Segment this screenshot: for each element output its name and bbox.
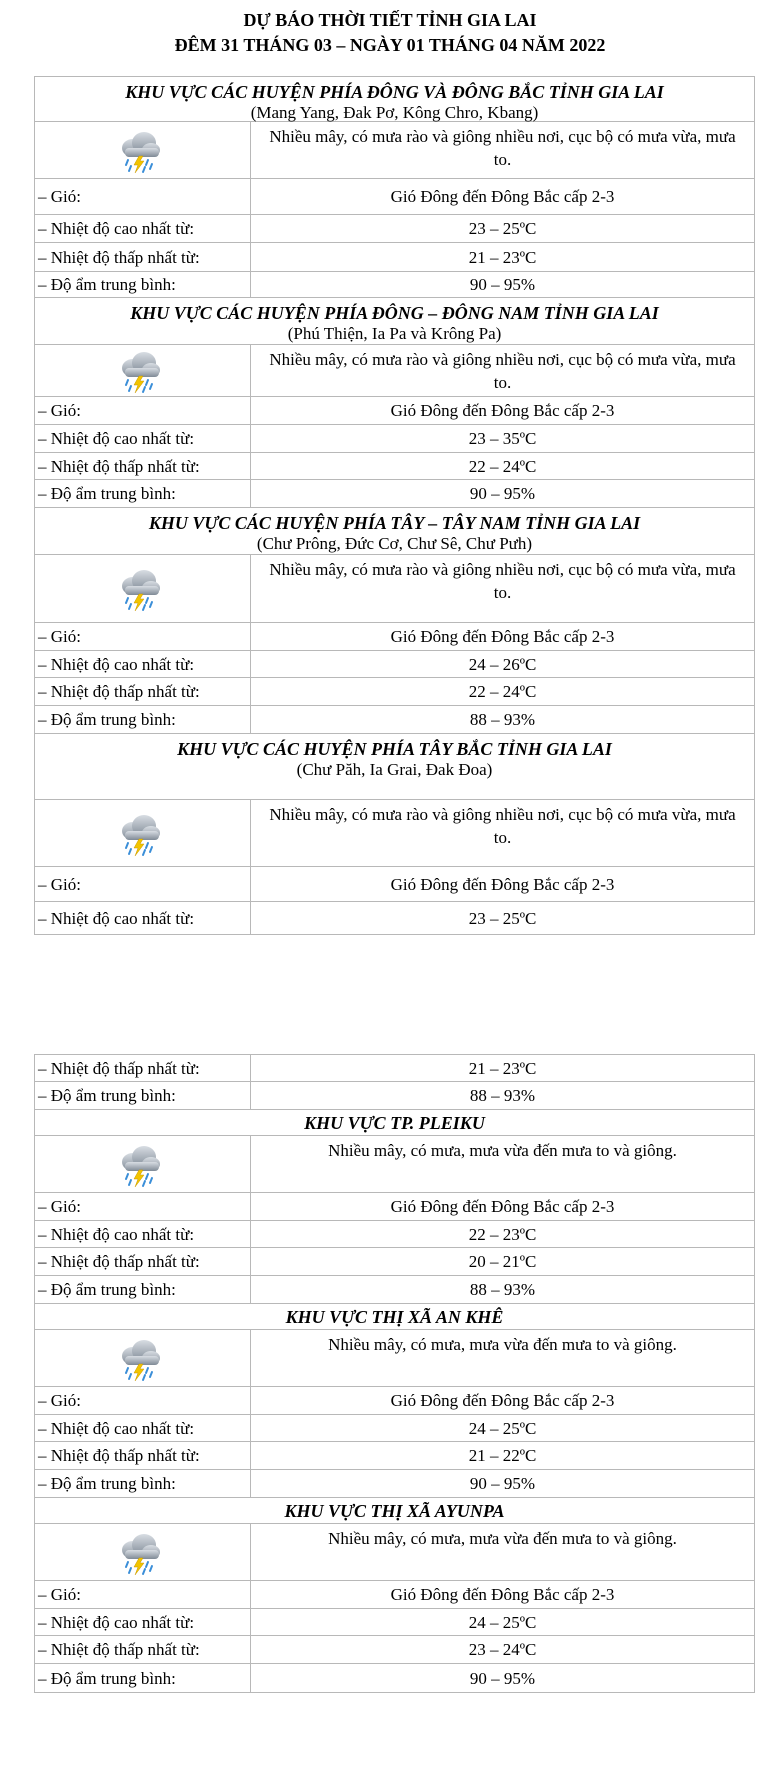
wind-row [35, 397, 754, 425]
value-cell [251, 1609, 754, 1635]
label-cell [35, 480, 251, 507]
wind-label: – Gió: [38, 401, 81, 420]
value-cell [251, 453, 754, 479]
tmin-value: 23 – 24ºC [468, 1640, 537, 1659]
forecast-table [34, 1054, 755, 1693]
rain-thunder-cloud-icon [115, 811, 163, 857]
label-cell [35, 1581, 251, 1608]
humidity-label: – Độ ẩm trung bình: [38, 484, 176, 503]
tmax-value: 24 – 26ºC [468, 655, 537, 674]
humidity-label: – Độ ẩm trung bình: [38, 1086, 176, 1105]
tmax-row [35, 1415, 754, 1442]
value-cell [251, 480, 754, 507]
region-header [35, 1110, 754, 1136]
humidity-label: – Độ ẩm trung bình: [38, 275, 176, 294]
value-cell [251, 243, 754, 271]
humidity-label: – Độ ẩm trung bình: [38, 1669, 176, 1688]
wind-label: – Gió: [38, 875, 81, 894]
region-districts: (Phú Thiện, Ia Pa và Krông Pa) [287, 324, 502, 343]
region-name: KHU VỰC THỊ XÃ AYUNPA [284, 1501, 505, 1521]
value-cell [251, 706, 754, 733]
label-cell [35, 397, 251, 424]
tmin-label: – Nhiệt độ thấp nhất từ: [38, 1252, 200, 1271]
humidity-value: 88 – 93% [469, 1086, 536, 1105]
rain-thunder-cloud-icon [115, 1142, 163, 1188]
tmax-row [35, 651, 754, 678]
region-name: KHU VỰC CÁC HUYỆN PHÍA TÂY – TÂY NAM TỈNH GIA LAI [148, 513, 641, 533]
wind-value: Gió Đông đến Đông Bắc cấp 2-3 [390, 1585, 615, 1604]
tmax-value: 22 – 23ºC [468, 1225, 537, 1244]
humidity-row [35, 272, 754, 298]
weather-row [35, 345, 754, 397]
weather-row [35, 555, 754, 623]
wind-label: – Gió: [38, 1197, 81, 1216]
tmin-row [35, 1055, 754, 1082]
weather-row [35, 1524, 754, 1581]
region-districts: (Chư Păh, Ia Grai, Đak Đoa) [296, 760, 493, 779]
wind-row [35, 1193, 754, 1221]
wind-value: Gió Đông đến Đông Bắc cấp 2-3 [390, 875, 615, 894]
value-cell [251, 1276, 754, 1303]
value-cell [251, 623, 754, 650]
label-cell [35, 1248, 251, 1275]
label-cell [35, 425, 251, 452]
label-cell [35, 651, 251, 677]
value-cell [251, 678, 754, 705]
label-cell [35, 1664, 251, 1692]
value-cell [251, 1248, 754, 1275]
humidity-row [35, 1664, 754, 1693]
value-cell [251, 1082, 754, 1109]
humidity-label: – Độ ẩm trung bình: [38, 1474, 176, 1493]
description-cell [251, 1330, 754, 1386]
tmin-value: 20 – 21ºC [468, 1252, 537, 1271]
icon-cell [35, 1330, 251, 1386]
humidity-row [35, 1470, 754, 1498]
value-cell [251, 867, 754, 901]
rain-thunder-cloud-icon [115, 1530, 163, 1576]
weather-description: Nhiều mây, có mưa, mưa vừa đến mưa to và giông. [328, 1529, 677, 1548]
tmin-value: 22 – 24ºC [468, 682, 537, 701]
label-cell [35, 272, 251, 297]
tmin-row [35, 1636, 754, 1664]
tmax-row [35, 1221, 754, 1248]
tmax-label: – Nhiệt độ cao nhất từ: [38, 429, 195, 448]
weather-row [35, 1330, 754, 1387]
value-cell [251, 272, 754, 297]
document-subtitle: ĐÊM 31 THÁNG 03 – NGÀY 01 THÁNG 04 NĂM 2022 [174, 35, 606, 55]
value-cell [251, 425, 754, 452]
tmin-row [35, 1442, 754, 1470]
tmax-value: 24 – 25ºC [468, 1419, 537, 1438]
wind-row [35, 1387, 754, 1415]
tmin-row [35, 453, 754, 480]
icon-cell [35, 1524, 251, 1580]
weather-description: Nhiều mây, có mưa rào và giông nhiều nơi, cục bộ có mưa vừa, mưa to. [269, 127, 736, 169]
weather-description: Nhiều mây, có mưa rào và giông nhiều nơi, cục bộ có mưa vừa, mưa to. [269, 560, 736, 602]
label-cell [35, 623, 251, 650]
humidity-label: – Độ ẩm trung bình: [38, 710, 176, 729]
region-name: KHU VỰC CÁC HUYỆN PHÍA ĐÔNG VÀ ĐÔNG BẮC TỈNH GIA LAI [125, 82, 664, 102]
wind-label: – Gió: [38, 1391, 81, 1410]
forecast-table [34, 76, 755, 935]
icon-cell [35, 555, 251, 622]
weather-description: Nhiều mây, có mưa, mưa vừa đến mưa to và giông. [328, 1335, 677, 1354]
value-cell [251, 1470, 754, 1497]
label-cell [35, 1082, 251, 1109]
tmax-row [35, 902, 754, 935]
humidity-row [35, 480, 754, 508]
weather-description: Nhiều mây, có mưa rào và giông nhiều nơi, cục bộ có mưa vừa, mưa to. [269, 350, 736, 392]
tmax-value: 23 – 25ºC [468, 909, 537, 928]
tmin-label: – Nhiệt độ thấp nhất từ: [38, 248, 200, 267]
label-cell [35, 1387, 251, 1414]
tmax-label: – Nhiệt độ cao nhất từ: [38, 1225, 195, 1244]
label-cell [35, 1221, 251, 1247]
tmin-value: 21 – 23ºC [468, 248, 537, 267]
document-title: DỰ BÁO THỜI TIẾT TỈNH GIA LAI [243, 10, 537, 30]
description-cell [251, 800, 754, 866]
value-cell [251, 1387, 754, 1414]
tmax-row [35, 215, 754, 243]
wind-label: – Gió: [38, 187, 81, 206]
label-cell [35, 1442, 251, 1469]
icon-cell [35, 1136, 251, 1192]
humidity-value: 90 – 95% [469, 1669, 536, 1688]
value-cell [251, 1636, 754, 1663]
label-cell [35, 1055, 251, 1081]
description-cell [251, 345, 754, 396]
label-cell [35, 179, 251, 214]
wind-row [35, 1581, 754, 1609]
region-name: KHU VỰC CÁC HUYỆN PHÍA TÂY BẮC TỈNH GIA LAI [177, 739, 612, 759]
label-cell [35, 1276, 251, 1303]
value-cell [251, 215, 754, 242]
weather-row [35, 122, 754, 179]
wind-row [35, 179, 754, 215]
label-cell [35, 1470, 251, 1497]
wind-value: Gió Đông đến Đông Bắc cấp 2-3 [390, 1391, 615, 1410]
tmin-row [35, 678, 754, 706]
label-cell [35, 706, 251, 733]
humidity-value: 88 – 93% [469, 1280, 536, 1299]
wind-value: Gió Đông đến Đông Bắc cấp 2-3 [390, 1197, 615, 1216]
humidity-row [35, 1276, 754, 1304]
rain-thunder-cloud-icon [115, 128, 163, 174]
wind-label: – Gió: [38, 1585, 81, 1604]
rain-thunder-cloud-icon [115, 566, 163, 612]
wind-value: Gió Đông đến Đông Bắc cấp 2-3 [390, 627, 615, 646]
humidity-row [35, 1082, 754, 1110]
label-cell [35, 902, 251, 934]
wind-value: Gió Đông đến Đông Bắc cấp 2-3 [390, 401, 615, 420]
weather-row [35, 800, 754, 867]
humidity-value: 90 – 95% [469, 1474, 536, 1493]
value-cell [251, 397, 754, 424]
value-cell [251, 1055, 754, 1081]
description-cell [251, 555, 754, 622]
tmax-row [35, 1609, 754, 1636]
tmax-label: – Nhiệt độ cao nhất từ: [38, 1613, 195, 1632]
humidity-value: 90 – 95% [469, 484, 536, 503]
tmin-row [35, 1248, 754, 1276]
value-cell [251, 1415, 754, 1441]
region-header [35, 1498, 754, 1524]
wind-row [35, 623, 754, 651]
value-cell [251, 902, 754, 934]
tmax-label: – Nhiệt độ cao nhất từ: [38, 219, 195, 238]
value-cell [251, 651, 754, 677]
wind-value: Gió Đông đến Đông Bắc cấp 2-3 [390, 187, 615, 206]
humidity-row [35, 706, 754, 734]
wind-row [35, 867, 754, 902]
value-cell [251, 1664, 754, 1692]
region-districts: (Mang Yang, Đak Pơ, Kông Chro, Kbang) [250, 103, 539, 122]
label-cell [35, 678, 251, 705]
tmin-label: – Nhiệt độ thấp nhất từ: [38, 1640, 200, 1659]
label-cell [35, 1415, 251, 1441]
humidity-value: 88 – 93% [469, 710, 536, 729]
tmax-label: – Nhiệt độ cao nhất từ: [38, 655, 195, 674]
tmin-value: 21 – 22ºC [468, 1446, 537, 1465]
label-cell [35, 243, 251, 271]
rain-thunder-cloud-icon [115, 348, 163, 394]
humidity-label: – Độ ẩm trung bình: [38, 1280, 176, 1299]
rain-thunder-cloud-icon [115, 1336, 163, 1382]
region-header [35, 1304, 754, 1330]
label-cell [35, 215, 251, 242]
label-cell [35, 453, 251, 479]
icon-cell [35, 345, 251, 396]
region-header [35, 734, 754, 800]
region-header [35, 508, 754, 555]
label-cell [35, 1609, 251, 1635]
tmin-label: – Nhiệt độ thấp nhất từ: [38, 1446, 200, 1465]
icon-cell [35, 800, 251, 866]
tmin-row [35, 243, 754, 272]
weather-description: Nhiều mây, có mưa, mưa vừa đến mưa to và giông. [328, 1141, 677, 1160]
value-cell [251, 1193, 754, 1220]
tmax-label: – Nhiệt độ cao nhất từ: [38, 909, 195, 928]
region-name: KHU VỰC CÁC HUYỆN PHÍA ĐÔNG – ĐÔNG NAM TỈNH GIA LAI [130, 303, 659, 323]
tmax-label: – Nhiệt độ cao nhất từ: [38, 1419, 195, 1438]
value-cell [251, 1221, 754, 1247]
description-cell [251, 1136, 754, 1192]
label-cell [35, 1193, 251, 1220]
tmin-label: – Nhiệt độ thấp nhất từ: [38, 682, 200, 701]
value-cell [251, 179, 754, 214]
tmin-value: 22 – 24ºC [468, 457, 537, 476]
tmax-value: 24 – 25ºC [468, 1613, 537, 1632]
description-cell [251, 122, 754, 178]
tmin-label: – Nhiệt độ thấp nhất từ: [38, 457, 200, 476]
label-cell [35, 1636, 251, 1663]
description-cell [251, 1524, 754, 1580]
value-cell [251, 1442, 754, 1469]
tmax-value: 23 – 25ºC [468, 219, 537, 238]
icon-cell [35, 122, 251, 178]
weather-row [35, 1136, 754, 1193]
wind-label: – Gió: [38, 627, 81, 646]
weather-description: Nhiều mây, có mưa rào và giông nhiều nơi, cục bộ có mưa vừa, mưa to. [269, 805, 736, 847]
region-name: KHU VỰC THỊ XÃ AN KHÊ [285, 1307, 504, 1327]
region-districts: (Chư Prông, Đức Cơ, Chư Sê, Chư Pưh) [256, 534, 533, 553]
value-cell [251, 1581, 754, 1608]
region-header [35, 77, 754, 122]
tmax-row [35, 425, 754, 453]
region-header [35, 298, 754, 345]
tmax-value: 23 – 35ºC [468, 429, 537, 448]
tmin-value: 21 – 23ºC [468, 1059, 537, 1078]
tmin-label: – Nhiệt độ thấp nhất từ: [38, 1059, 200, 1078]
humidity-value: 90 – 95% [469, 275, 536, 294]
label-cell [35, 867, 251, 901]
region-name: KHU VỰC TP. PLEIKU [304, 1113, 485, 1133]
